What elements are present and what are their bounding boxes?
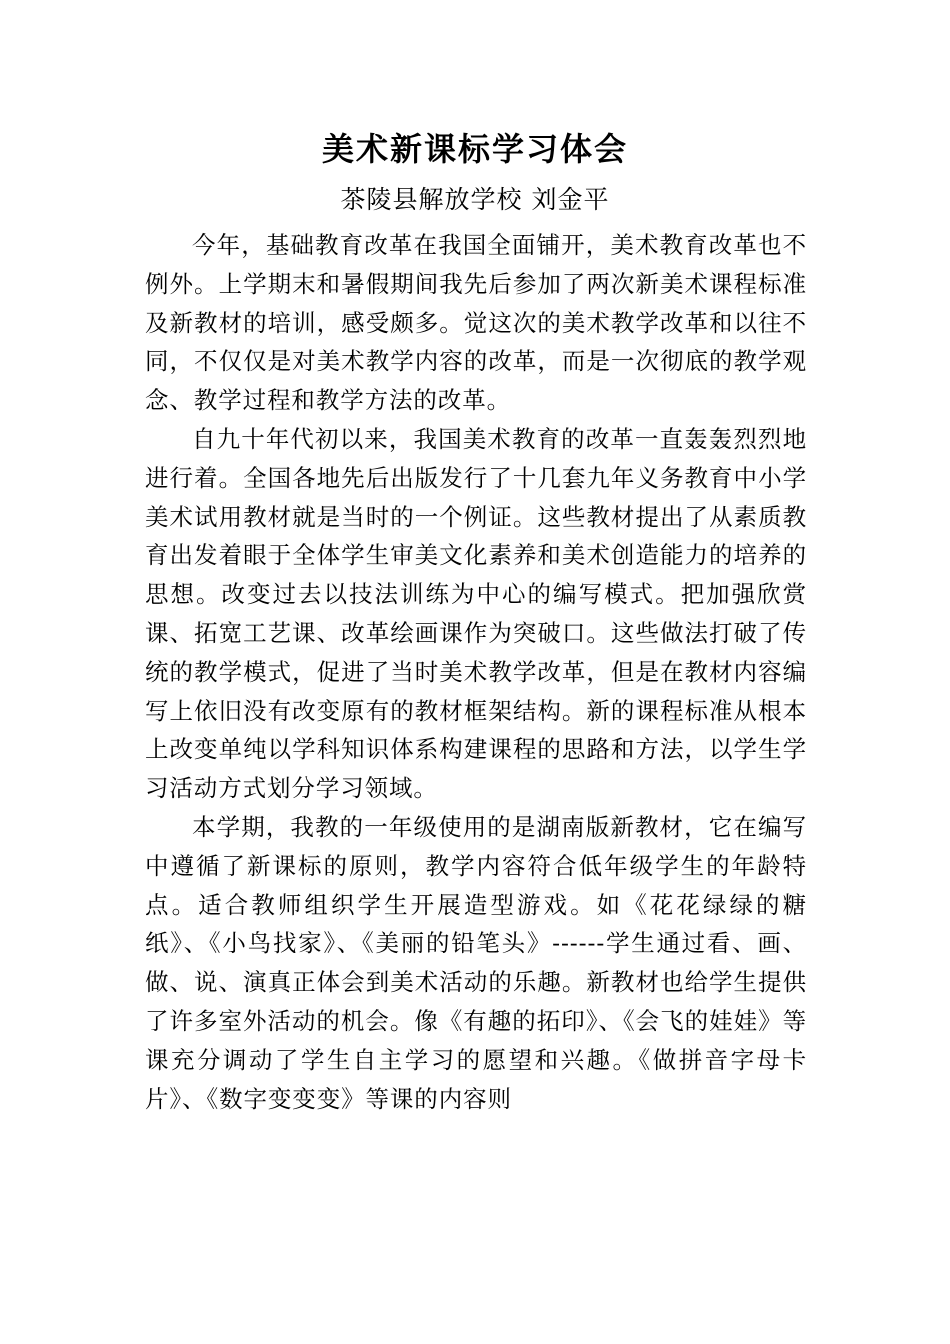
document-author: 茶陵县解放学校 刘金平	[340, 185, 610, 214]
paragraph: 今年，基础教育改革在我国全面铺开，美术教育改革也不例外。上学期末和暑假期间我先后参加了两次新美术课程标准及新教材的培训，感受颇多。觉这次的美术教学改革和以往不同，不仅仅是对美术教学内容的改革，而是一次彻底的教学观念、教学过程和教学方法的改革。	[145, 231, 807, 415]
document-title: 美术新课标学习体会	[321, 130, 628, 168]
document-body	[145, 226, 807, 1118]
paragraph: 自九十年代初以来，我国美术教育的改革一直轰轰烈烈地进行着。全国各地先后出版发行了十几套九年义务教育中小学美术试用教材就是当时的一个例证。这些教材提出了从素质教育出发着眼于全体学生审美文化素养和美术创造能力的培养的思想。改变过去以技法训练为中心的编写模式。把加强欣赏课、拓宽工艺课、改革绘画课作为突破口。这些做法打破了传统的教学模式，促进了当时美术教学改革，但是在教材内容编写上依旧没有改变原有的教材框架结构。新的课程标准从根本上改变单纯以学科知识体系构建课程的思路和方法，以学生学习活动方式划分学习领域。	[145, 424, 807, 803]
paragraph: 本学期，我教的一年级使用的是湖南版新教材，它在编写中遵循了新课标的原则，教学内容符合低年级学生的年龄特点。适合教师组织学生开展造型游戏。如《花花绿绿的糖纸》、《小鸟找家》、《美丽的铅笔头》------学生通过看、画、做、说、演真正体会到美术活动的乐趣。新教材也给学生提供了许多室外活动的机会。像《有趣的拓印》、《会飞的娃娃》等课充分调动了学生自主学习的愿望和兴趣。《做拼音字母卡片》、《数字变变变》等课的内容则	[145, 812, 807, 1113]
